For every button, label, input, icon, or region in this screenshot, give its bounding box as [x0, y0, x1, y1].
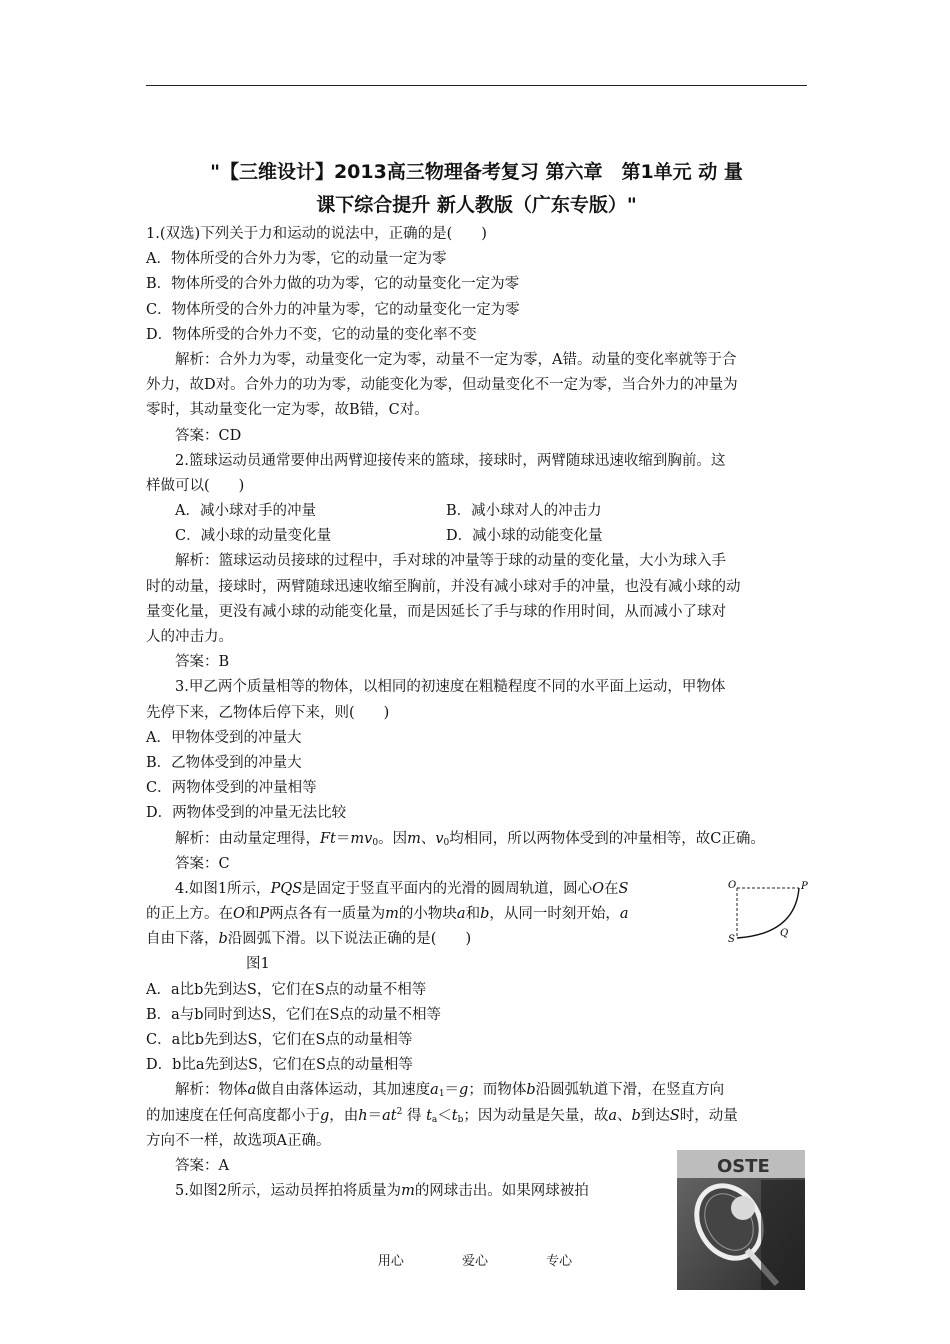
text: 的小物块 [398, 906, 457, 923]
q4-option-a: A．a比b先到达S，它们在S点的动量不相等 [146, 981, 427, 998]
q1-answer: 答案：CD [175, 427, 242, 444]
text: ＝ [335, 830, 351, 847]
q3-explanation [146, 827, 807, 852]
q4-explanation-3: 方向不一样，故选项A正确。 [146, 1132, 331, 1149]
text: 两点各有一质量为 [269, 906, 386, 923]
q1-option-d: D．物体所受的合外力不变，它的动量的变化率不变 [146, 326, 477, 343]
q4-option-d: D．b比a先到达S，它们在S点的动量相等 [146, 1057, 413, 1074]
text: ；而物体 [468, 1082, 527, 1099]
text: ，由 [329, 1107, 359, 1124]
q4-option-b: B．a与b同时到达S，它们在S点的动量不相等 [146, 1006, 441, 1023]
q1-option-b: B．物体所受的合外力做的功为零，它的动量变化一定为零 [146, 276, 520, 293]
q1-explanation-2: 外力，故D对。合外力的功为零，动能变化为零，但动量变化不一定为零，当合外力的冲量为 [146, 377, 738, 394]
subscript: b [457, 1114, 464, 1125]
footer-item-3: 专心 [546, 1254, 573, 1269]
text: 的正上方。在 [146, 906, 233, 923]
text: 和 [244, 906, 260, 923]
var: t [451, 1107, 458, 1124]
q4-explanation-2 [146, 1104, 807, 1129]
subscript: a [431, 1114, 438, 1125]
var: O [592, 880, 605, 897]
q4-stem-3 [146, 927, 807, 952]
q3-option-d: D．两物体受到的冲量无法比较 [146, 805, 347, 822]
text: 、 [617, 1107, 632, 1124]
var: b [480, 906, 490, 923]
q4-stem-2 [146, 902, 807, 927]
photo-banner-text: OSTE [717, 1156, 770, 1177]
text: 5.如图2所示，运动员挥拍将质量为 [175, 1183, 402, 1200]
q2-options-row-1 [146, 499, 807, 524]
var: b [526, 1082, 536, 1099]
q4-option-c: C．a比b先到达S，它们在S点的动量相等 [146, 1032, 413, 1048]
var: at [382, 1107, 397, 1124]
q2-option-a: A．减小球对手的冲量 [175, 503, 316, 520]
page-footer [0, 1250, 950, 1269]
q3-option-c: C．两物体受到的冲量相等 [146, 780, 317, 797]
var: a [608, 1107, 618, 1124]
subscript: 1 [438, 1089, 445, 1100]
text: 的加速度在任何高度都小于 [146, 1107, 320, 1124]
text: 到达 [640, 1107, 670, 1124]
text: 解析：物体 [175, 1082, 248, 1099]
q4-stem-1 [146, 877, 807, 902]
q2-option-c: C．减小球的动量变化量 [175, 528, 332, 545]
text: 。因 [378, 830, 408, 847]
q2-explanation-1: 解析：篮球运动员接球的过程中，手对球的冲量等于球的动量的变化量，大小为球入手 [175, 553, 726, 570]
var-m: m [407, 830, 421, 847]
text: 和 [465, 906, 481, 923]
q2-explanation-4: 人的冲击力。 [146, 629, 233, 645]
subscript: 0 [443, 837, 450, 848]
text: 均相同，所以两物体受到的冲量相等，故C正确。 [449, 830, 765, 847]
q3-stem-2: 先停下来，乙物体后停下来，则( ) [146, 704, 390, 721]
formula-mv: mv [350, 830, 373, 847]
text: 是固定于竖直平面内的光滑的圆周轨道，圆心 [302, 880, 593, 897]
q2-option-b: B．减小球对人的冲击力 [446, 503, 602, 520]
q4-answer: 答案：A [175, 1157, 229, 1174]
q2-explanation-3: 量变化量，更没有减小球的动能变化量，而是因延长了手与球的作用时间，从而减小了球对 [146, 603, 726, 620]
var: t [426, 1107, 432, 1124]
q1-option-c: C．物体所受的合外力的冲量为零，它的动量变化一定为零 [146, 301, 520, 318]
var: O [233, 906, 245, 923]
formula-ft: Ft [320, 830, 336, 847]
q4-explanation-1 [146, 1078, 807, 1103]
q2-answer: 答案：B [175, 654, 230, 671]
var: P [259, 906, 270, 923]
document-body [146, 222, 807, 1204]
text: ＝ [444, 1082, 460, 1099]
text: 自由下落， [146, 931, 219, 948]
var: S [669, 1107, 680, 1124]
var: a [247, 1082, 257, 1099]
q3-answer: 答案：C [175, 855, 230, 872]
var-v: v [435, 830, 444, 847]
var: g [459, 1082, 469, 1099]
q3-option-a: A．甲物体受到的冲量大 [146, 729, 302, 746]
q2-stem-1: 2.篮球运动员通常要伸出两臂迎接传来的篮球，接球时，两臂随球迅速收缩到胸前。这 [175, 452, 726, 469]
var: m [401, 1183, 415, 1200]
q3-option-b: B．乙物体受到的冲量大 [146, 754, 302, 771]
var: b [631, 1107, 641, 1124]
fig-label-p: P [801, 881, 808, 892]
figure-2-tennis-photo [677, 1150, 805, 1290]
q2-stem-2: 样做可以( ) [146, 477, 245, 494]
superscript: 2 [396, 1106, 403, 1117]
var: PQS [270, 880, 303, 897]
var: S [618, 880, 629, 897]
var: a [430, 1082, 439, 1099]
text: 做自由落体运动，其加速度 [256, 1082, 431, 1099]
var: g [320, 1107, 330, 1124]
q1-explanation-1: 解析：合外力为零，动量变化一定为零，动量不一定为零，A错。动量的变化率就等于合 [175, 351, 737, 368]
q1-explanation-3: 零时，其动量变化一定为零，故B错，C对。 [146, 402, 429, 419]
text: 的网球击出。如果网球被拍 [414, 1183, 589, 1200]
var: h [358, 1107, 368, 1124]
fig-label-q: Q [780, 928, 789, 939]
text: 4.如图1所示， [175, 880, 271, 897]
text: 沿圆弧下滑。以下说法正确的是( ) [227, 931, 472, 948]
var: a [619, 906, 629, 923]
q1-option-a: A．物体所受的合外力为零，它的动量一定为零 [146, 251, 447, 268]
text: 、 [420, 830, 436, 847]
fig-label-o: O [728, 880, 737, 891]
q2-option-d: D．减小球的动能变化量 [446, 528, 603, 545]
text: ；因为动量是矢量，故 [463, 1107, 609, 1124]
var: a [456, 906, 466, 923]
footer-item-1: 用心 [377, 1254, 404, 1269]
subscript: 0 [372, 837, 379, 848]
q3-stem-1: 3.甲乙两个质量相等的物体，以相同的初速度在粗糙程度不同的水平面上运动，甲物体 [175, 679, 726, 696]
text: ＜ [437, 1107, 452, 1124]
q2-explanation-2: 时的动量，接球时，两臂随球迅速收缩至胸前，并没有减小球对手的冲量，也没有减小球的动 [146, 578, 741, 595]
text: ＝ [367, 1107, 383, 1124]
q2-options-row-2 [146, 524, 807, 549]
doc-title-line1: "【三维设计】2013高三物理备考复习 第六章 第1单元 动 量 [210, 161, 743, 183]
figure-1-track-diagram [727, 876, 812, 946]
doc-title-line2: 课下综合提升 新人教版（广东专版）" [316, 194, 637, 216]
text: 沿圆弧轨道下滑，在竖直方向 [535, 1082, 725, 1099]
footer-item-2: 爱心 [461, 1254, 488, 1269]
text: 在 [604, 880, 619, 897]
text: 得 [402, 1107, 427, 1124]
text: 时，动量 [679, 1107, 738, 1124]
arc-track [737, 888, 799, 938]
header-rule [146, 85, 807, 86]
text: 解析：由动量定理得， [175, 830, 320, 847]
q4-figure-caption: 图1 [246, 956, 270, 973]
var: m [385, 906, 399, 923]
q1-stem: 1.(双选)下列关于力和运动的说法中，正确的是( ) [146, 226, 487, 242]
text: ，从同一时刻开始， [489, 906, 620, 923]
fig-label-s: S [728, 934, 735, 945]
var: b [218, 931, 228, 948]
